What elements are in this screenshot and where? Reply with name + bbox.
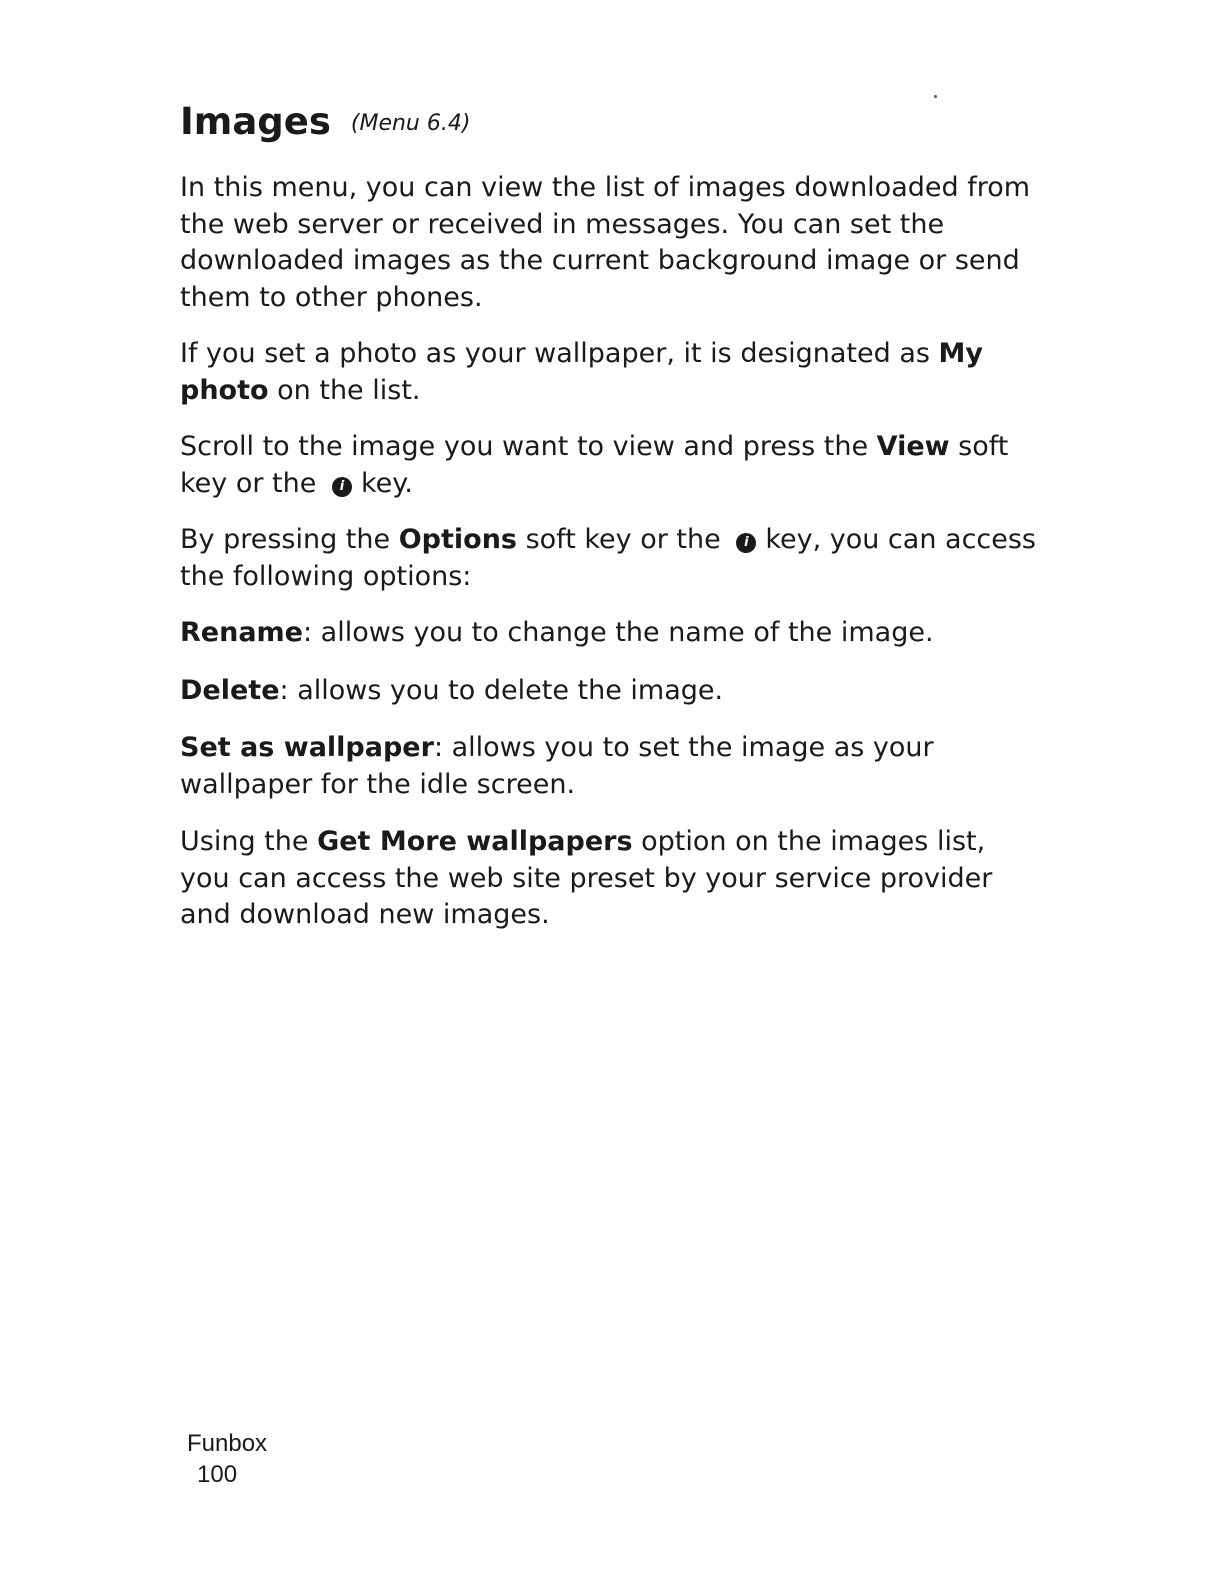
text-run: Scroll to the image you want to view and press the [180, 431, 877, 462]
text-run: key, you can access the following options: [180, 524, 1036, 592]
text-run: By pressing the [180, 524, 399, 555]
page-content [180, 98, 1040, 954]
text-run: soft key or the [180, 431, 1009, 499]
option-description: : allows you to delete the image. [279, 674, 724, 706]
text-run: If you set a photo as your wallpaper, it is designated as [180, 338, 939, 369]
text-run: Using the [180, 826, 318, 857]
option-description: : allows you to set the image as your wallpaper for the idle screen. [180, 732, 934, 800]
text-run: soft key or the [517, 524, 730, 555]
get-more-term: Get More wallpapers [317, 826, 633, 857]
option-term: Rename [180, 617, 303, 648]
heading-title: Images [180, 100, 331, 143]
text-run: option on the images list, you can access the web site preset by your service provider and download new images. [180, 826, 993, 930]
intro-paragraph: In this menu, you can view the list of images downloaded from the web server or received in messages. You can set the downloaded images as the current background image or send them to other phones. [180, 172, 1031, 313]
my-photo-term: My photo [180, 338, 984, 406]
option-term: Set as wallpaper [180, 732, 434, 763]
confirm-key-icon: i [332, 477, 352, 497]
my-photo-paragraph [180, 336, 1040, 409]
section-heading [180, 98, 1040, 152]
get-more-paragraph [180, 824, 1040, 934]
options-paragraph [180, 522, 1040, 595]
options-term: Options [398, 524, 517, 555]
option-item-rename [180, 615, 1040, 652]
footer-section: Funbox [187, 1430, 268, 1457]
option-term: Delete [180, 674, 280, 706]
menu-reference: (Menu 6.4) [350, 111, 471, 136]
view-term: View [876, 431, 950, 462]
option-item-set-as-wallpaper [180, 730, 1040, 803]
text-run: on the list. [268, 374, 421, 406]
text-run: key. [360, 467, 413, 499]
page-number: 100 [197, 1461, 238, 1488]
page-footer [187, 1428, 267, 1490]
option-item-delete [180, 673, 1040, 710]
confirm-key-icon: i [736, 533, 756, 553]
option-description: : allows you to change the name of the image. [303, 617, 934, 648]
view-paragraph [180, 429, 1040, 502]
